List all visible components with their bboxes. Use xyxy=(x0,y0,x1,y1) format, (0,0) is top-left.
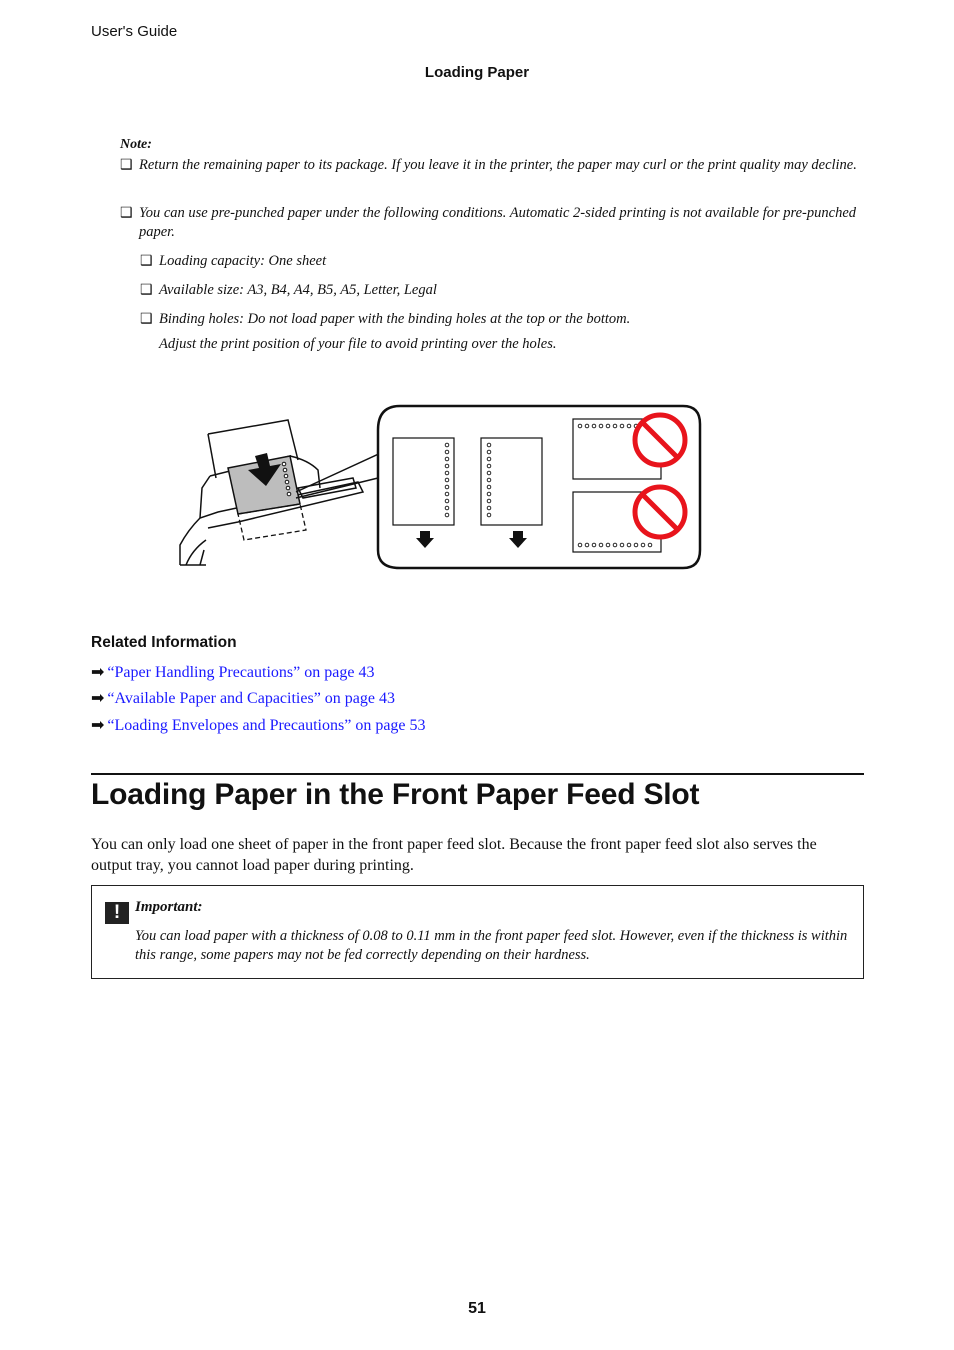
note-subitem-text: Available size: A3, B4, A4, B5, A5, Letter, Legal xyxy=(159,282,437,298)
arrow-right-icon: ➡ xyxy=(91,664,105,681)
important-title: Important: xyxy=(135,899,203,915)
related-link[interactable]: “Available Paper and Capacities” on page 43 xyxy=(107,690,395,707)
note-subitem xyxy=(140,281,859,300)
related-link-item xyxy=(91,688,395,708)
important-text: You can load paper with a thickness of 0.08 to 0.11 mm in the front paper feed slot. However, even if the thickness is within this range, some papers may not be fed correctly depending on their hardness. xyxy=(135,928,848,963)
note-subnote-text: Adjust the print position of your file to avoid printing over the holes. xyxy=(159,336,557,352)
note-item-text: You can use pre-punched paper under the following conditions. Automatic 2-sided printing is not available for pre-punched paper. xyxy=(139,205,857,240)
heading-rule xyxy=(91,773,864,775)
section-running-header: Loading Paper xyxy=(424,64,530,81)
note-subitem-text: Binding holes: Do not load paper with the binding holes at the top or the bottom. xyxy=(159,311,631,327)
related-link[interactable]: “Paper Handling Precautions” on page 43 xyxy=(107,664,375,681)
note-item-text: Return the remaining paper to its package. If you leave it in the printer, the paper may curl or the print quality may decline. xyxy=(139,157,857,173)
section-heading: Loading Paper in the Front Paper Feed Slot xyxy=(91,778,700,811)
note-subitem xyxy=(140,252,859,271)
note-title: Note: xyxy=(120,137,152,152)
arrow-right-icon: ➡ xyxy=(91,717,105,734)
important-exclamation-icon: ! xyxy=(105,902,129,924)
checkbox-bullet-icon: ❑ xyxy=(140,283,153,298)
note-item xyxy=(120,156,859,175)
section-body-text: You can only load one sheet of paper in the front paper feed slot. Because the front paper feed slot also serves the output tray, you cannot load paper during printing. xyxy=(91,836,817,874)
checkbox-bullet-icon: ❑ xyxy=(140,254,153,269)
prohibited-icon xyxy=(635,487,685,537)
arrow-right-icon: ➡ xyxy=(91,690,105,707)
prohibited-icon xyxy=(635,415,685,465)
note-subnote xyxy=(159,335,859,354)
related-link-item xyxy=(91,662,374,682)
checkbox-bullet-icon: ❑ xyxy=(120,158,133,173)
pre-punched-paper-illustration xyxy=(178,400,708,570)
note-item xyxy=(120,204,859,242)
checkbox-bullet-icon: ❑ xyxy=(140,312,153,327)
related-link-item xyxy=(91,715,426,735)
guide-title: User's Guide xyxy=(91,23,178,40)
related-link[interactable]: “Loading Envelopes and Precautions” on page 53 xyxy=(107,717,426,734)
checkbox-bullet-icon: ❑ xyxy=(120,206,133,221)
note-subitem-text: Loading capacity: One sheet xyxy=(159,253,327,269)
related-information-title: Related Information xyxy=(91,634,237,651)
page-number: 51 xyxy=(468,1300,486,1317)
note-subitem xyxy=(140,310,859,329)
